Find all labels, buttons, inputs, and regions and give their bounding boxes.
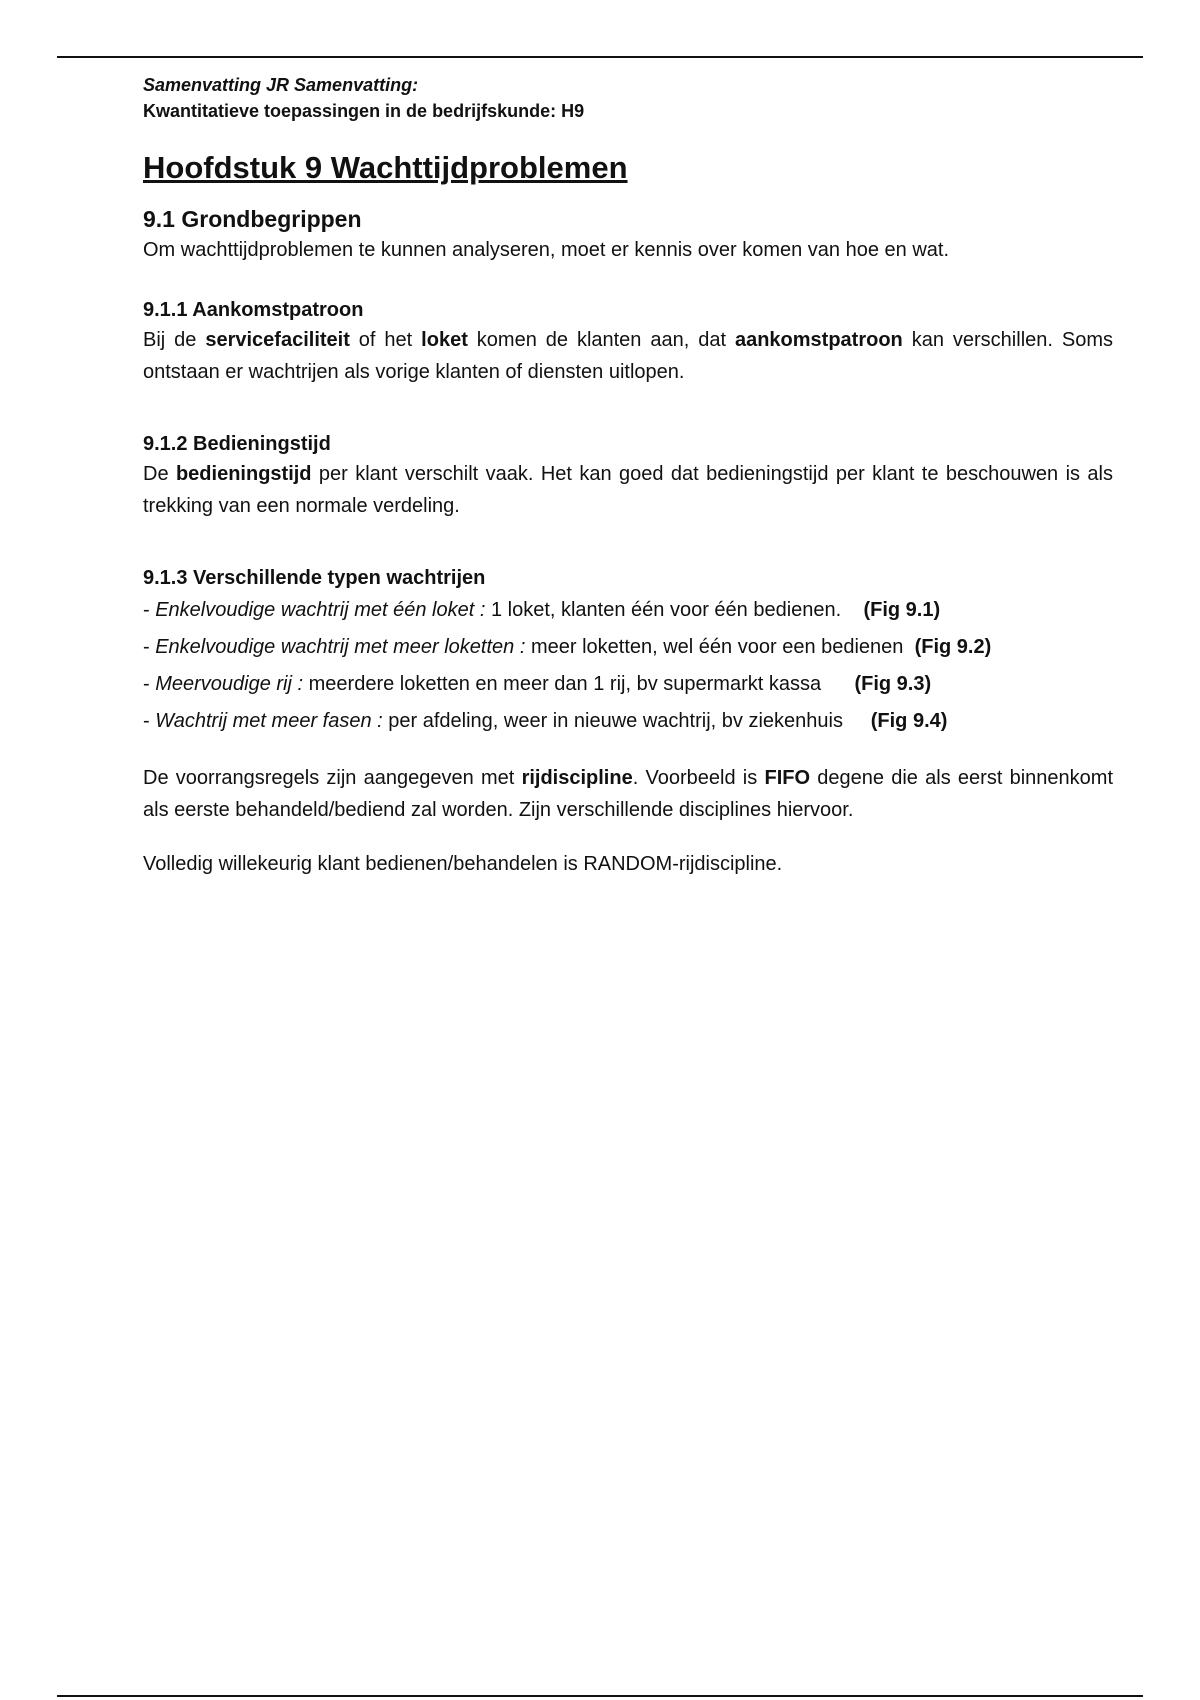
text-run: De <box>143 463 176 485</box>
list-item <box>143 629 1113 666</box>
header-rule <box>57 56 1143 58</box>
subsection-title-9-1-3: 9.1.3 Verschillende typen wachtrijen <box>143 567 486 589</box>
subsection-9-1-2-text <box>143 458 1113 522</box>
subsection-title-9-1-1: 9.1.1 Aankomstpatroon <box>143 299 364 321</box>
list-desc: per afdeling, weer in nieuwe wachtrij, bv ziekenhuis <box>388 710 843 732</box>
text-run: Bij de <box>143 329 206 351</box>
text-run: komen de klanten aan, dat <box>467 329 735 351</box>
list-desc: 1 loket, klanten één voor één bedienen. <box>490 599 842 621</box>
figure-ref: (Fig 9.1) <box>863 599 941 621</box>
list-dash: - <box>143 673 156 695</box>
list-term: Wachtrij met meer fasen : <box>155 710 389 732</box>
figure-ref: (Fig 9.3) <box>854 673 932 695</box>
queue-types-list <box>143 592 1113 740</box>
figure-ref: (Fig 9.2) <box>914 636 992 658</box>
section-9-1-text: Om wachttijdproblemen te kunnen analyseren, moet er kennis over komen van hoe en wat. <box>143 239 949 261</box>
list-desc: meerdere loketten en meer dan 1 rij, bv supermarkt kassa <box>308 673 822 695</box>
list-term: Enkelvoudige wachtrij met één loket : <box>155 599 491 621</box>
text-run: degene die als eerst binnenkomt als eerste behandeld/bediend zal worden. Zijn verschillende disciplines hiervoor. <box>143 767 1114 821</box>
list-dash: - <box>143 710 156 732</box>
text-run: of het <box>349 329 422 351</box>
list-item <box>143 666 1113 703</box>
term-loket: loket <box>421 329 468 351</box>
rijdiscipline-paragraph <box>143 762 1113 826</box>
text-run: per klant verschilt vaak. Het kan goed dat bedieningstijd per klant te beschouwen is als trekking van een normale verdeling. <box>143 463 1113 517</box>
list-term: Enkelvoudige wachtrij met meer loketten : <box>155 636 531 658</box>
list-desc: meer loketten, wel één voor een bedienen <box>530 636 904 658</box>
text-run: De voorrangsregels zijn aangegeven met <box>143 767 522 789</box>
subsection-title-9-1-2: 9.1.2 Bedieningstijd <box>143 433 331 455</box>
random-paragraph: Volledig willekeurig klant bedienen/behandelen is RANDOM-rijdiscipline. <box>143 853 783 875</box>
list-dash: - <box>143 636 156 658</box>
term-bedieningstijd: bedieningstijd <box>175 463 312 485</box>
list-item <box>143 703 1113 740</box>
subsection-9-1-1-text <box>143 324 1113 388</box>
list-dash: - <box>143 599 156 621</box>
document-page <box>143 72 1113 880</box>
section-title-9-1: 9.1 Grondbegrippen <box>143 206 362 232</box>
term-aankomstpatroon: aankomstpatroon <box>734 329 903 351</box>
text-run: . Voorbeeld is <box>632 767 765 789</box>
list-term: Meervoudige rij : <box>155 673 309 695</box>
chapter-title: Hoofdstuk 9 Wachttijdproblemen <box>143 150 628 185</box>
term-servicefaciliteit: servicefaciliteit <box>205 329 350 351</box>
term-rijdiscipline: rijdiscipline <box>521 767 633 789</box>
text-run: kan verschillen. Soms ontstaan er wachtrijen als vorige klanten of diensten uitlopen. <box>143 329 1113 383</box>
footer-rule <box>57 1695 1143 1697</box>
figure-ref: (Fig 9.4) <box>870 710 948 732</box>
term-fifo: FIFO <box>764 767 811 789</box>
doc-header-title: Samenvatting JR Samenvatting: <box>143 75 419 95</box>
doc-header-subtitle: Kwantitatieve toepassingen in de bedrijfskunde: H9 <box>143 101 585 121</box>
list-item <box>143 592 1113 629</box>
